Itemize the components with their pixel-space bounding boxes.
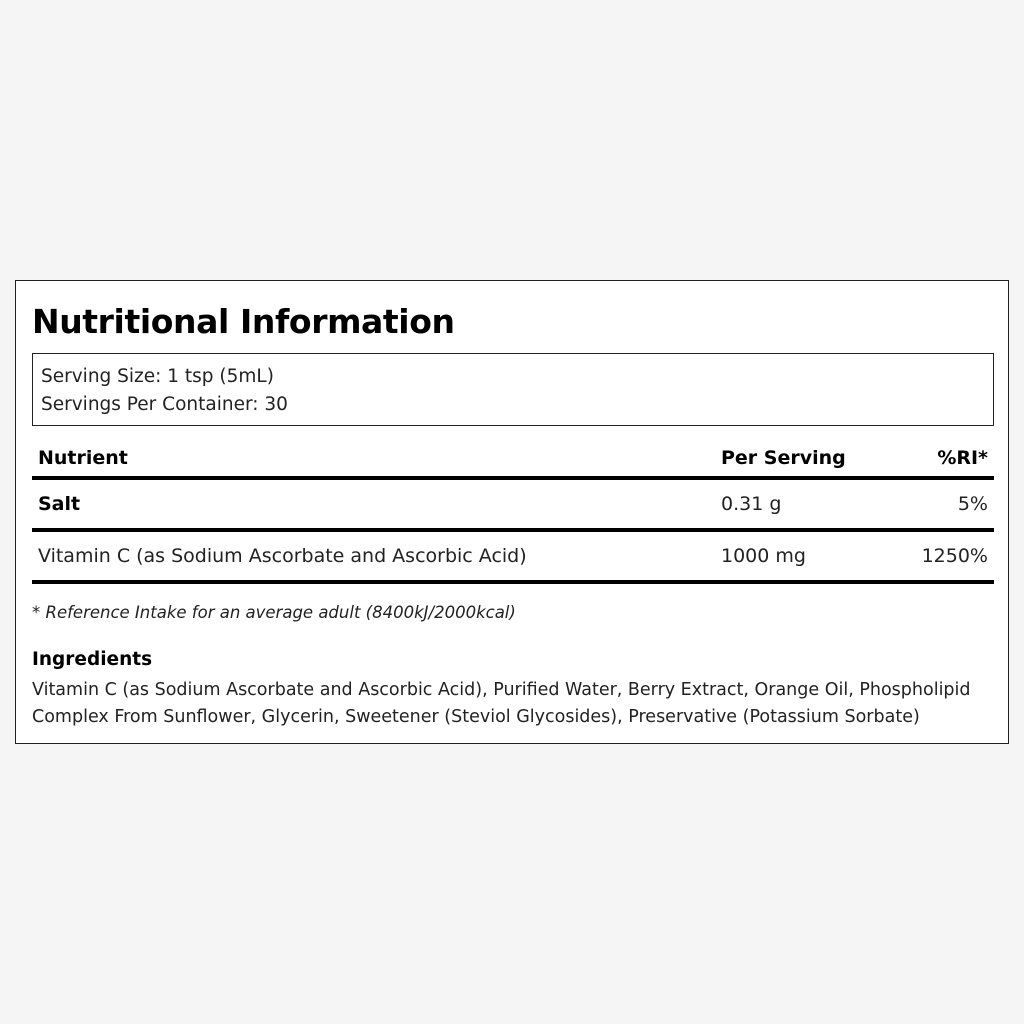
table-row: [32, 532, 994, 584]
serving-info-box: [32, 353, 994, 426]
panel-title: Nutritional Information: [32, 302, 455, 341]
serving-size: Serving Size: 1 tsp (5mL): [41, 366, 274, 387]
table-header-row: [32, 440, 994, 480]
nutrient-table: [32, 440, 994, 584]
table-row: [32, 480, 994, 532]
ri-value: 5%: [957, 493, 988, 515]
reference-intake-footnote: * Reference Intake for an average adult (8400kJ/2000kcal): [32, 603, 516, 622]
column-header-per-serving: Per Serving: [721, 447, 846, 469]
ingredients-list: Vitamin C (as Sodium Ascorbate and Ascorbic Acid), Purified Water, Berry Extract, Orange Oil, Phospholipid Complex From Sunflower, Glycerin, Sweetener (Steviol Glycosides), Preservative (Potassium Sorbate): [32, 680, 971, 727]
nutrient-name: Salt: [38, 493, 81, 515]
per-serving-value: 0.31 g: [721, 493, 782, 515]
column-header-ri: %RI*: [937, 447, 988, 469]
ingredients-heading: Ingredients: [32, 649, 153, 670]
per-serving-value: 1000 mg: [721, 545, 806, 567]
nutrient-name: Vitamin C (as Sodium Ascorbate and Ascorbic Acid): [38, 545, 527, 567]
servings-per-container: Servings Per Container: 30: [41, 394, 288, 415]
column-header-nutrient: Nutrient: [38, 447, 128, 469]
ri-value: 1250%: [921, 545, 988, 567]
nutrition-panel: [15, 280, 1009, 744]
